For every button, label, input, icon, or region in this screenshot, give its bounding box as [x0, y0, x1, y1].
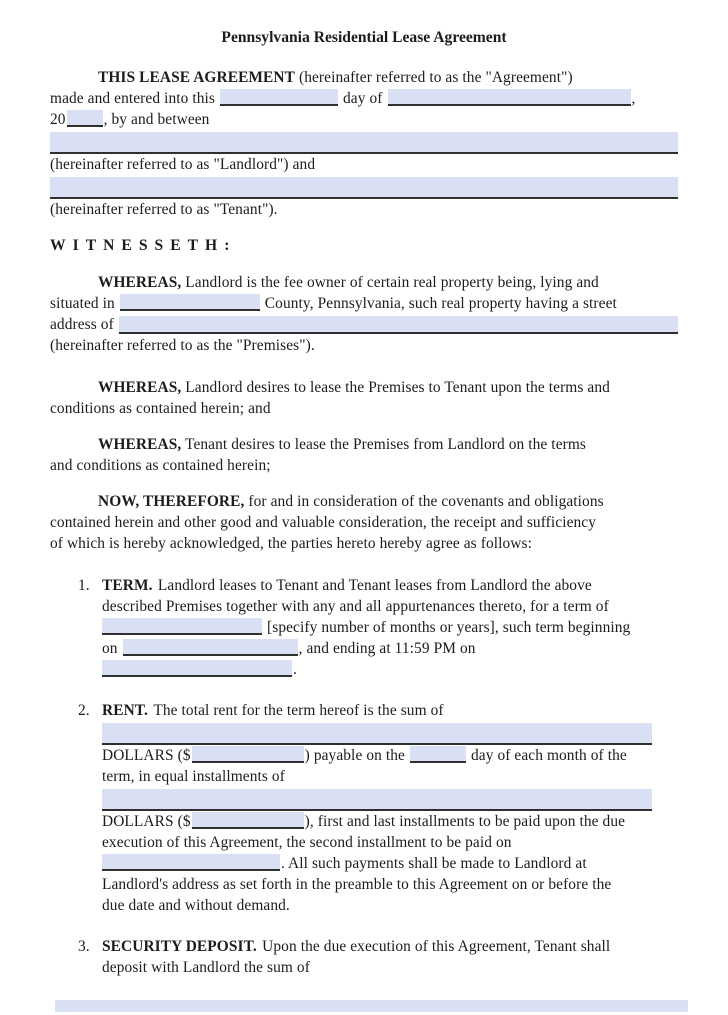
day-of-text: day of — [343, 90, 383, 107]
text-line — [50, 293, 678, 314]
blank-landlord-name[interactable] — [50, 132, 678, 154]
text-line: execution of this Agreement, the second installment to be paid on — [102, 834, 512, 851]
year-prefix-text: 20 — [50, 111, 66, 128]
text-line — [102, 659, 678, 680]
dollars-text: DOLLARS ($ — [102, 813, 191, 830]
blank-term-length[interactable] — [102, 618, 262, 635]
clause-label: RENT. — [102, 702, 148, 719]
blank-county[interactable] — [120, 294, 260, 311]
clause-number: 3. — [78, 938, 90, 955]
text-line: and conditions as contained herein; — [50, 457, 271, 474]
text-line — [102, 853, 678, 874]
security-text: Upon the due execution of this Agreement, Tenant shall — [262, 938, 611, 955]
lead-rest: (hereinafter referred to as the "Agreement") — [295, 69, 573, 86]
whereas-bold: WHEREAS, — [98, 379, 182, 396]
clause-label: TERM. — [102, 577, 153, 594]
entered-into-text: made and entered into this — [50, 90, 216, 107]
blank-installment-amount[interactable] — [192, 812, 304, 829]
period-text: . — [293, 661, 297, 678]
document-title: Pennsylvania Residential Lease Agreement — [221, 29, 507, 46]
text-line: (hereinafter referred to as "Tenant"). — [50, 201, 278, 218]
text-line — [102, 936, 678, 957]
ending-at-text: , and ending at 11:59 PM on — [298, 640, 476, 657]
now-therefore-text: for and in consideration of the covenants and obligations — [244, 493, 604, 510]
whereas-text: Tenant desires to lease the Premises from Landlord on the terms — [181, 436, 587, 453]
situated-in-text: situated in — [50, 295, 115, 312]
blank-second-installment-date[interactable] — [102, 854, 280, 871]
text-line — [102, 638, 678, 659]
text-line — [50, 491, 678, 512]
rent-text: The total rent for the term hereof is the sum of — [153, 702, 444, 719]
by-and-between-text: , by and between — [103, 111, 210, 128]
whereas-owner-paragraph — [50, 272, 678, 356]
comma-text: , — [631, 90, 636, 107]
clause-term — [50, 575, 678, 680]
whereas-text: Landlord is the fee owner of certain real property being, lying and — [181, 274, 599, 291]
preamble-paragraph — [50, 67, 678, 220]
blank-total-rent-amount[interactable] — [192, 746, 304, 763]
county-state-text: County, Pennsylvania, such real property having a street — [264, 295, 617, 312]
blank-total-rent-words[interactable] — [102, 723, 652, 745]
blank-installment-words[interactable] — [102, 789, 652, 811]
term-text: Landlord leases to Tenant and Tenant leases from Landlord the above — [157, 577, 592, 594]
whereas-tenant-paragraph — [50, 434, 678, 476]
day-of-month-text: day of each month of the — [470, 747, 627, 764]
text-line — [50, 314, 678, 335]
blank-term-start-date[interactable] — [123, 639, 298, 656]
first-last-installments-text: ), first and last installments to be paid upon the due — [304, 813, 626, 830]
whereas-landlord-paragraph — [50, 377, 678, 419]
clause-rent — [50, 700, 678, 916]
blank-security-deposit-words[interactable] — [55, 1000, 688, 1012]
whereas-text: Landlord desires to lease the Premises to Tenant upon the terms and — [181, 379, 610, 396]
text-line — [50, 67, 678, 88]
text-line: described Premises together with any and all appurtenances thereto, for a term of — [102, 598, 609, 615]
text-line — [102, 575, 678, 596]
blank-due-day[interactable] — [410, 746, 466, 763]
text-line — [50, 434, 678, 455]
clause-number: 1. — [78, 577, 90, 594]
text-line — [102, 745, 678, 766]
text-line: deposit with Landlord the sum of — [102, 959, 310, 976]
blank-tenant-name[interactable] — [50, 177, 678, 199]
text-line — [50, 109, 678, 130]
agreement-clauses-list — [50, 575, 678, 978]
text-line — [102, 617, 678, 638]
blank-street-address[interactable] — [119, 316, 678, 334]
text-line — [102, 700, 678, 721]
now-therefore-bold: NOW, THEREFORE, — [98, 493, 245, 510]
whereas-bold: WHEREAS, — [98, 436, 182, 453]
text-line: Landlord's address as set forth in the preamble to this Agreement on or before the — [102, 876, 612, 893]
payable-text: ) payable on the — [304, 747, 405, 764]
clause-label: SECURITY DEPOSIT. — [102, 938, 257, 955]
text-line: of which is hereby acknowledged, the parties hereto hereby agree as follows: — [50, 535, 532, 552]
whereas-bold: WHEREAS, — [98, 274, 182, 291]
clause-number: 2. — [78, 702, 90, 719]
text-line — [50, 88, 678, 109]
text-line: term, in equal installments of — [102, 768, 285, 785]
text-line: conditions as contained herein; and — [50, 400, 271, 417]
text-line: (hereinafter referred to as "Landlord") and — [50, 156, 316, 173]
text-line — [50, 272, 678, 293]
text-line: (hereinafter referred to as the "Premises"). — [50, 337, 315, 354]
text-line: contained herein and other good and valuable consideration, the receipt and sufficiency — [50, 514, 597, 531]
blank-month[interactable] — [388, 89, 631, 106]
address-of-text: address of — [50, 316, 114, 333]
specify-months-text: [specify number of months or years], such term beginning — [267, 619, 631, 636]
now-therefore-paragraph — [50, 491, 678, 554]
dollars-text: DOLLARS ($ — [102, 747, 191, 764]
text-line: due date and without demand. — [102, 897, 290, 914]
on-text: on — [102, 640, 118, 657]
witnesseth-heading: WITNESSETH: — [50, 237, 237, 254]
text-line — [50, 377, 678, 398]
lease-agreement-lead: THIS LEASE AGREEMENT — [98, 69, 296, 86]
blank-day[interactable] — [220, 89, 338, 106]
blank-year[interactable] — [67, 110, 103, 127]
clause-security-deposit — [50, 936, 678, 978]
text-line — [102, 811, 678, 832]
blank-term-end-date[interactable] — [102, 660, 292, 677]
all-payments-text: . All such payments shall be made to Landlord at — [281, 855, 587, 872]
